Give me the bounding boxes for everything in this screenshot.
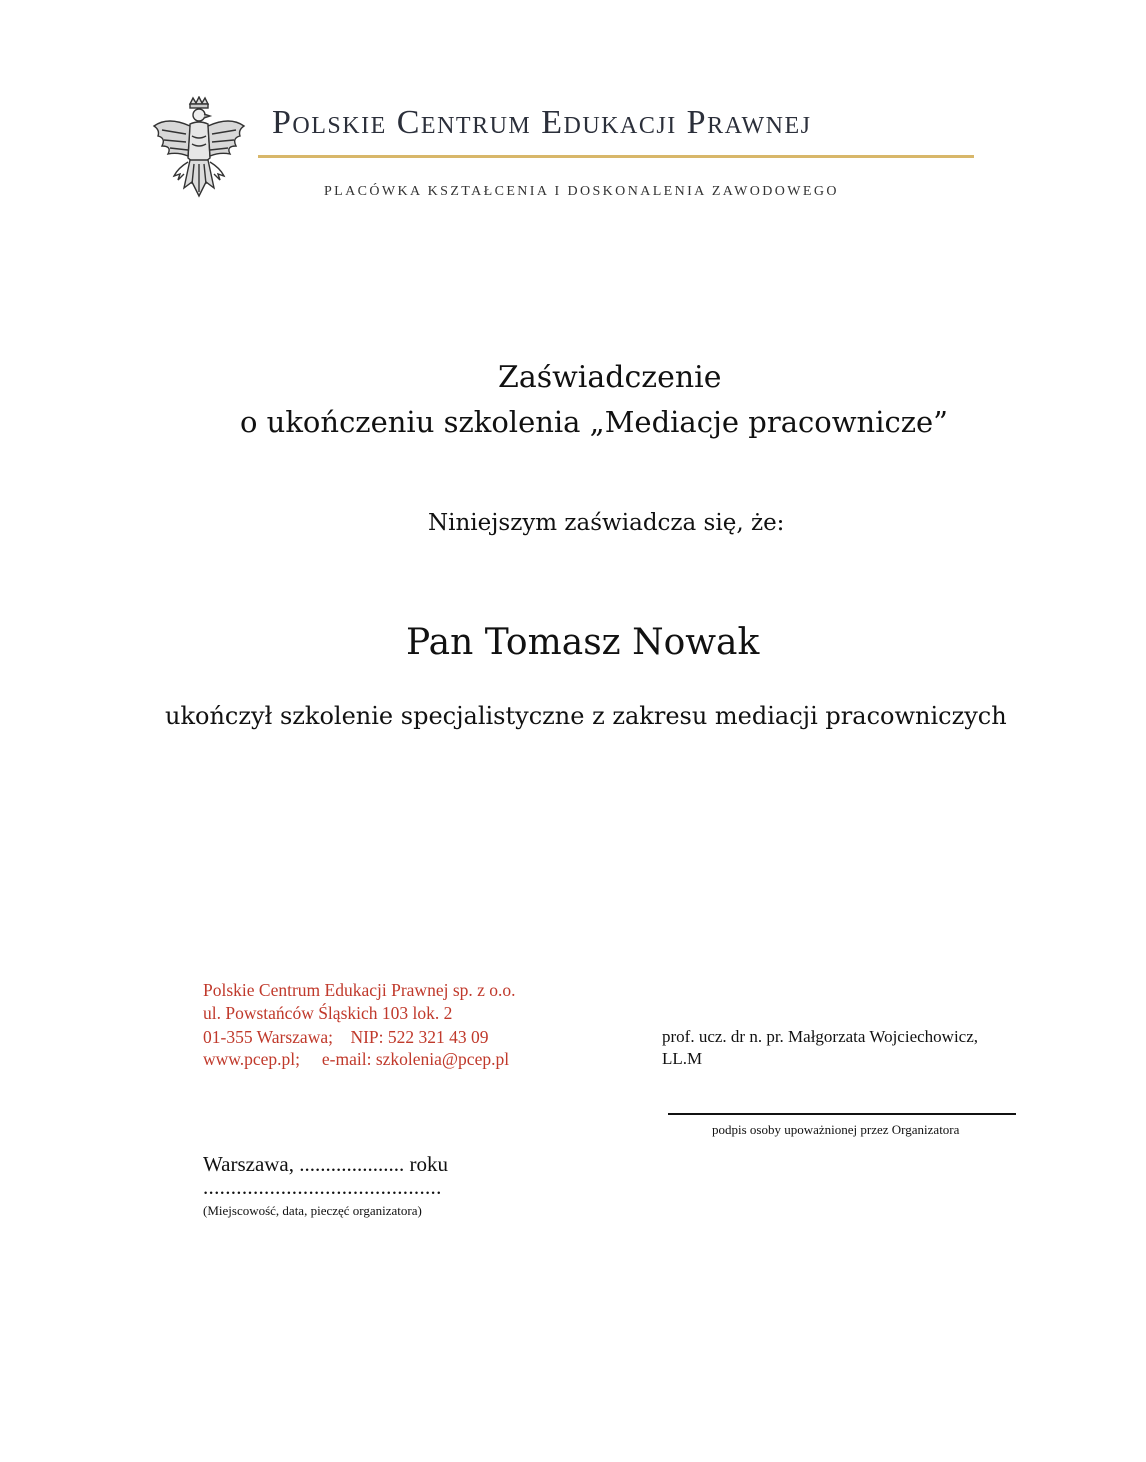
organizer-street: ul. Powstańców Śląskich 103 lok. 2 bbox=[203, 1003, 453, 1023]
organizer-contact: www.pcep.pl; e-mail: szkolenia@pcep.pl bbox=[203, 1049, 510, 1069]
certificate-intro: Niniejszym zaświadcza się, że: bbox=[428, 510, 785, 536]
signatory-name: prof. ucz. dr n. pr. Małgorzata Wojciechowicz, bbox=[662, 1027, 979, 1046]
stamp-caption: (Miejscowość, data, pieczęć organizatora) bbox=[203, 1203, 422, 1218]
recipient-name: Pan Tomasz Nowak bbox=[406, 622, 760, 663]
organizer-name: Polskie Centrum Edukacji Prawnej sp. z o.o. bbox=[203, 980, 516, 1000]
stamp-line: ........................................... bbox=[203, 1175, 442, 1199]
org-subtitle: PLACÓWKA KSZTAŁCENIA I DOSKONALENIA ZAWODOWEGO bbox=[324, 184, 839, 199]
header-divider bbox=[258, 155, 974, 158]
certificate-subtitle: o ukończeniu szkolenia „Mediacje pracownicze” bbox=[240, 405, 949, 439]
org-title: Polskie Centrum Edukacji Prawnej bbox=[272, 104, 812, 141]
eagle-emblem-icon bbox=[150, 96, 248, 208]
certificate-title: Zaświadczenie bbox=[498, 360, 722, 395]
completion-statement: ukończył szkolenie specjalistyczne z zakresu mediacji pracowniczych bbox=[165, 702, 1007, 730]
signatory-title: LL.M bbox=[662, 1049, 703, 1068]
place-date-field: Warszawa, .................... roku bbox=[203, 1152, 448, 1176]
signature-caption: podpis osoby upoważnionej przez Organizatora bbox=[712, 1122, 960, 1137]
organizer-city-nip: 01-355 Warszawa; NIP: 522 321 43 09 bbox=[203, 1027, 489, 1047]
signature-line bbox=[668, 1113, 1016, 1115]
